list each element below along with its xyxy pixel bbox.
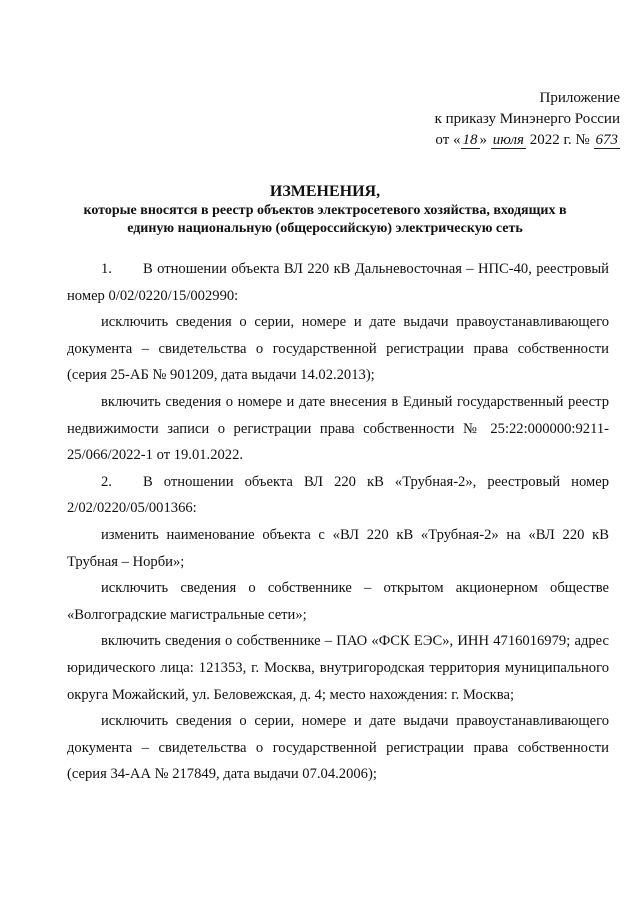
document-title bbox=[40, 182, 610, 238]
title-subtitle-line1: которые вносятся в реестр объектов электросетевого хозяйства, входящих в bbox=[83, 203, 567, 218]
item-1-number: 1. bbox=[101, 261, 112, 277]
date-prefix: от « bbox=[435, 132, 461, 148]
item-1-action-2: включить сведения о номере и дате внесения в Единый государственный реестр недвижимости записи о регистрации права собственности № 25:22:000000:9211-25/066/2022-1 от 19.01.2022. bbox=[67, 393, 609, 464]
date-suffix: 2022 г. № bbox=[525, 132, 594, 148]
order-number: 673 bbox=[595, 132, 618, 148]
title-heading: ИЗМЕНЕНИЯ, bbox=[269, 183, 381, 200]
item-1-intro-text: В отношении объекта ВЛ 220 кВ Дальневосточная – НПС-40, реестровый номер 0/02/0220/15/002990: bbox=[67, 261, 609, 304]
item-2-action-1: изменить наименование объекта с «ВЛ 220 кВ «Трубная-2» на «ВЛ 220 кВ Трубная – Норби»; bbox=[67, 526, 609, 570]
item-1-action-1: исключить сведения о серии, номере и дате выдачи правоустанавливающего документа – свидетельства о государственной регистрации права собственности (серия 25-АБ № 901209, дата выдачи 14.02.2013); bbox=[67, 314, 609, 384]
date-month: июля bbox=[492, 132, 524, 148]
item-1-intro bbox=[67, 256, 609, 309]
item-2-intro bbox=[67, 469, 609, 522]
appendix-order-reference: к приказу Минэнерго России bbox=[434, 111, 620, 127]
item-2-number: 2. bbox=[101, 473, 112, 490]
item-2-action-4: исключить сведения о серии, номере и дате выдачи правоустанавливающего документа – свидетельства о государственной регистрации права собственности (серия 34-АА № 217849, дата выдачи 07.04.2006); bbox=[67, 713, 609, 783]
title-subtitle-line2: единую национальную (общероссийскую) электрическую сеть bbox=[127, 221, 523, 236]
date-mid: » bbox=[479, 132, 491, 148]
appendix-label: Приложение bbox=[539, 90, 620, 106]
item-2-action-3: включить сведения о собственнике – ПАО «ФСК ЕЭС», ИНН 4716016979; адрес юридического лица: 121353, г. Москва, внутригородская территория муниципального округа Можайский, ул. Беловежская, д. 4; место нахождения: г. Москва; bbox=[67, 633, 609, 703]
appendix-header bbox=[400, 88, 620, 151]
document-body bbox=[67, 256, 609, 788]
item-2-action-2: исключить сведения о собственнике – открытом акционерном обществе «Волгоградские магистральные сети»; bbox=[67, 580, 609, 623]
item-2-intro-text: В отношении объекта ВЛ 220 кВ «Трубная-2», реестровый номер 2/02/0220/05/001366: bbox=[67, 473, 609, 517]
date-day: 18 bbox=[462, 132, 478, 148]
appendix-date-line bbox=[400, 130, 620, 151]
